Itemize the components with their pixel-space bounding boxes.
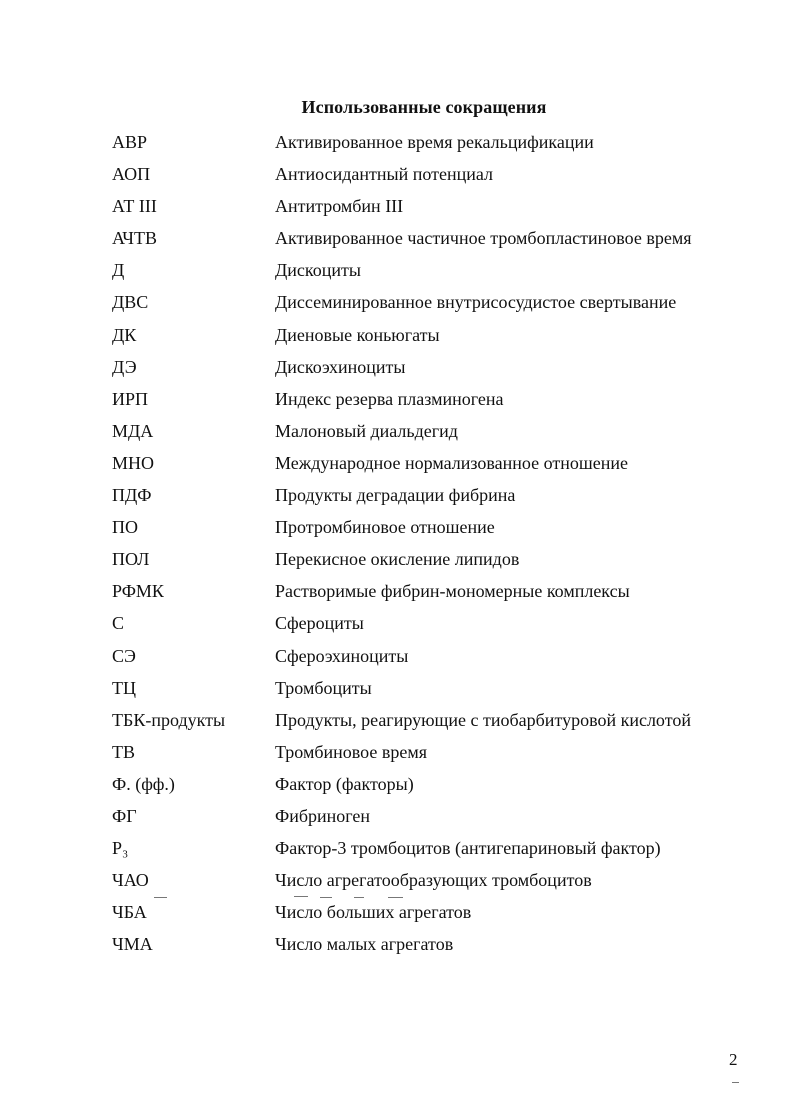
abbreviation-row bbox=[0, 159, 798, 191]
abbreviation-code: P₃ bbox=[112, 838, 129, 859]
abbreviation-row bbox=[0, 673, 798, 705]
page-title: Использованные сокращения bbox=[301, 97, 547, 117]
abbreviation-definition: Антитромбин III bbox=[275, 196, 404, 217]
abbreviation-row bbox=[0, 865, 798, 897]
abbreviation-code: С bbox=[112, 613, 125, 634]
abbreviation-row bbox=[0, 191, 798, 223]
scan-artifact bbox=[388, 897, 403, 898]
abbreviation-definition: Активированное время рекальцификации bbox=[275, 132, 594, 152]
scan-artifact bbox=[154, 897, 167, 898]
abbreviation-definition: Диссеминированное внутрисосудистое свертывание bbox=[275, 292, 677, 313]
abbreviation-row bbox=[0, 705, 798, 737]
abbreviation-code: ИРП bbox=[112, 388, 149, 409]
abbreviation-definition: Фактор-3 тромбоцитов (антигепариновый фактор) bbox=[275, 838, 661, 859]
abbreviation-row bbox=[0, 320, 798, 352]
abbreviation-code: ПДФ bbox=[112, 485, 152, 506]
abbreviation-row bbox=[0, 255, 798, 287]
abbreviation-definition: Фактор (факторы) bbox=[275, 773, 414, 794]
abbreviation-code: ПО bbox=[112, 517, 138, 538]
abbreviation-row bbox=[0, 737, 798, 769]
abbreviation-row bbox=[0, 512, 798, 544]
abbreviation-definition: Растворимые фибрин-мономерные комплексы bbox=[275, 581, 630, 602]
abbreviation-code: ПОЛ bbox=[112, 549, 150, 570]
page-number: 2 bbox=[729, 1050, 738, 1069]
abbreviation-code: СЭ bbox=[112, 645, 136, 666]
scan-artifact bbox=[294, 896, 308, 897]
abbreviation-code: ЧМА bbox=[112, 934, 153, 955]
abbreviation-definition: Число агрегатообразующих тромбоцитов bbox=[275, 870, 592, 891]
abbreviation-row bbox=[0, 352, 798, 384]
abbreviation-definition: Сфероэхиноциты bbox=[275, 645, 409, 666]
abbreviation-definition: Малоновый диальдегид bbox=[275, 420, 458, 441]
abbreviation-definition: Дискоэхиноциты bbox=[275, 356, 406, 377]
abbreviation-row bbox=[0, 480, 798, 512]
abbreviation-code: АЧТВ bbox=[112, 228, 157, 249]
abbreviation-definition: Диеновые коньюгаты bbox=[275, 324, 440, 345]
abbreviation-definition: Антиосидантный потенциал bbox=[275, 164, 493, 185]
abbreviation-code: МНО bbox=[112, 452, 155, 473]
abbreviation-row bbox=[0, 897, 798, 929]
abbreviation-definition: Активированное частичное тромбопластиновое время bbox=[275, 228, 692, 249]
abbreviation-code: ЧАО bbox=[112, 870, 149, 891]
abbreviation-definition: Международное нормализованное отношение bbox=[275, 452, 628, 473]
scan-artifact bbox=[732, 1082, 739, 1083]
scan-artifact bbox=[354, 897, 364, 898]
abbreviation-definition: Фибриноген bbox=[275, 805, 371, 826]
abbreviation-definition: Продукты деградации фибрина bbox=[275, 485, 516, 506]
abbreviation-row bbox=[0, 223, 798, 255]
abbreviation-row bbox=[0, 833, 798, 865]
abbreviation-code: ФГ bbox=[112, 805, 137, 826]
abbreviation-row bbox=[0, 416, 798, 448]
abbreviation-row bbox=[0, 544, 798, 576]
abbreviation-definition: Число малых агрегатов bbox=[275, 934, 454, 955]
abbreviation-definition: Тромбиновое время bbox=[275, 741, 428, 762]
abbreviation-code: АОП bbox=[112, 164, 151, 185]
abbreviation-row bbox=[0, 769, 798, 801]
abbreviation-definition: Дискоциты bbox=[275, 260, 361, 281]
abbreviation-code: ТЦ bbox=[112, 677, 136, 698]
abbreviation-row bbox=[0, 801, 798, 833]
abbreviation-row bbox=[0, 448, 798, 480]
abbreviation-code: Д bbox=[112, 260, 125, 281]
abbreviation-code: ДК bbox=[112, 324, 137, 345]
abbreviation-row bbox=[0, 608, 798, 640]
abbreviation-definition: Индекс резерва плазминогена bbox=[275, 388, 504, 409]
abbreviation-definition: Продукты, реагирующие с тиобарбитуровой кислотой bbox=[275, 709, 691, 730]
abbreviation-row bbox=[0, 576, 798, 608]
abbreviation-code: ЧБА bbox=[112, 902, 147, 923]
abbreviation-definition: Число больших агрегатов bbox=[275, 902, 472, 923]
abbreviation-definition: Протромбиновое отношение bbox=[275, 517, 495, 538]
abbreviation-list bbox=[0, 127, 798, 961]
scan-artifact bbox=[320, 897, 332, 898]
abbreviation-row bbox=[0, 641, 798, 673]
abbreviation-code: АТ III bbox=[112, 196, 157, 217]
abbreviation-code: МДА bbox=[112, 420, 154, 441]
abbreviation-code: ДЭ bbox=[112, 356, 137, 377]
abbreviation-code: ДВС bbox=[112, 292, 149, 313]
abbreviation-row bbox=[0, 384, 798, 416]
abbreviation-code: ТБК-продукты bbox=[112, 709, 226, 730]
abbreviation-code: РФМК bbox=[112, 581, 164, 602]
abbreviation-definition: Сфероциты bbox=[275, 613, 364, 634]
abbreviation-definition: Тромбоциты bbox=[275, 677, 372, 698]
abbreviation-code: ТВ bbox=[112, 741, 136, 762]
abbreviation-code: Ф. (фф.) bbox=[112, 773, 175, 794]
abbreviation-row bbox=[0, 929, 798, 961]
abbreviation-definition: Перекисное окисление липидов bbox=[275, 549, 520, 570]
abbreviation-code: АВР bbox=[112, 132, 148, 152]
abbreviation-row bbox=[0, 287, 798, 319]
abbreviation-row bbox=[0, 127, 798, 159]
